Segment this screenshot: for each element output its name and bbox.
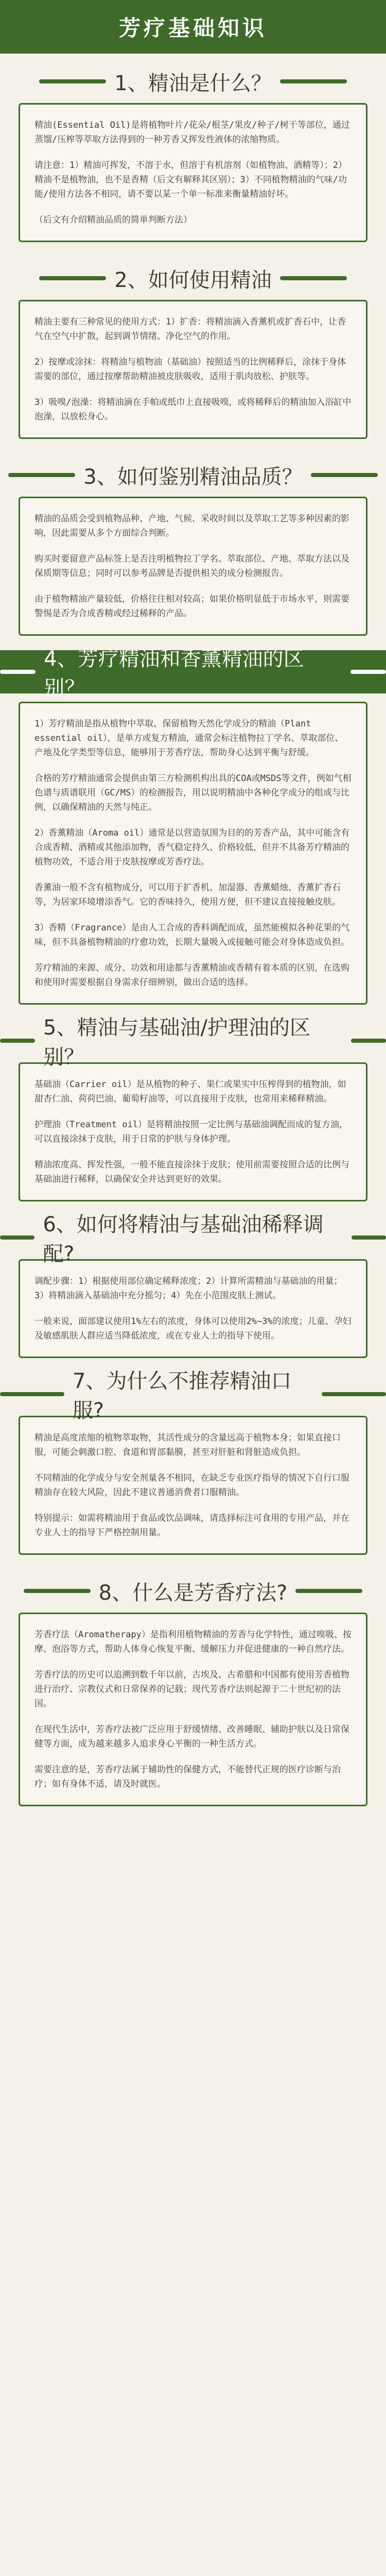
- paragraph: 一般来说，面部建议使用1%左右的浓度，身体可以使用2%~3%的浓度；儿童、孕妇及敏感肌肤人群应适当降低浓度，或在专业人士的指导下使用。: [34, 1316, 352, 1341]
- paragraph: 精油是高度浓缩的植物萃取物，其活性成分的含量远高于植物本身；如果直接口服，可能会刺激口腔、食道和胃部黏膜，甚至对肝脏和肾脏造成负担。: [34, 1433, 341, 1458]
- paragraph: 香薰油一般不含有植物成分，可以用于扩香机、加湿器、香薰蜡烛、香薰扩香石等，为居家环境增添香气。它的香味持久，使用方便，但不建议直接接触皮肤。: [34, 883, 341, 907]
- section-heading: 5、精油与基础油/护理油的区别？: [43, 1016, 310, 1069]
- section-heading: 2、如何使用精油: [114, 268, 272, 292]
- paragraph: 请注意：1）精油可挥发，不溶于水，但溶于有机溶剂（如植物油、酒精等）；2）精油不是植物油，也不是香精（后文有解释其区别）；3）不同植物精油的气味/功能/使用方法各不相同，请不要以某一个单一标准来衡量精油好坏。: [34, 160, 347, 199]
- divider: [0, 1392, 64, 1396]
- section-title-1: [0, 60, 386, 103]
- paragraph: 由于植物精油产量较低，价格往往相对较高；如果价格明显低于市场水平，则需要警惕是否为合成香精或经过稀释的产品。: [34, 594, 349, 619]
- divider: [8, 473, 75, 477]
- paragraph: 合格的芳疗精油通常会提供由第三方检测机构出具的COA或MSDS等文件，例如气相色谱与质谱联用（GC/MS）的检测报告，用以说明精油中各种化学成分的组成与比例，以确保精油的天然与纯正。: [34, 773, 352, 812]
- divider: [24, 1589, 91, 1593]
- section-heading: 6、如何将精油与基础油稀释调配?: [43, 1213, 324, 1266]
- paragraph: 精油的品质会受到植物品种、产地、气候、采收时间以及萃取工艺等多种因素的影响，因此需要从多个方面综合判断。: [34, 514, 349, 538]
- paragraph: 2）香薰精油（Aroma oil）通常是以营造氛围为目的的芳香产品，其中可能含有合成香精、酒精或其他添加物，香气稳定持久、价格较低，但并不具备芳疗精油的植物功效，不适合用于皮肤按摩或芳香疗法。: [34, 828, 350, 867]
- paragraph: 精油主要有三种常见的使用方式：1）扩香：将精油滴入香薰机或扩香石中，让香气在空气中扩散，起到调节情绪、净化空气的作用。: [34, 317, 346, 342]
- divider: [352, 1235, 386, 1240]
- divider: [280, 79, 347, 83]
- divider: [39, 276, 106, 280]
- section-heading: 8、什么是芳香疗法?: [98, 1581, 288, 1605]
- section-box-4: [19, 702, 367, 1005]
- section-box-3: [19, 497, 367, 636]
- divider: [280, 276, 347, 280]
- paragraph: 3）吸嗅/泡澡：将精油滴在手帕或纸巾上直接吸嗅，或将稀释后的精油加入浴缸中泡澡，以放松身心。: [34, 397, 352, 422]
- paragraph: 1）芳疗精油是指从植物中萃取、保留植物天然化学成分的精油（Plant essential oil），是单方或复方精油，通常会标注植物拉丁学名、萃取部位、产地及化学类型等信息，能够用于芳香疗法，帮助身心达到平衡与舒缓。: [34, 719, 344, 758]
- paragraph: 调配步骤：1）根据使用部位确定稀释浓度；2）计算所需精油与基础油的用量；3）将精油滴入基础油中充分摇匀；4）先在小范围皮肤上测试。: [34, 1276, 343, 1301]
- paragraph: 2）按摩或涂抹：将精油与植物油（基础油）按照适当的比例稀释后，涂抹于身体需要的部位，通过按摩帮助精油被皮肤吸收，适用于肌肉放松、护肤等。: [34, 357, 346, 382]
- paragraph: 特别提示：如需将精油用于食品或饮品调味，请选择标注可食用的专用产品，并在专业人士的指导下严格控制用量。: [34, 1513, 349, 1538]
- section-title-8: [0, 1569, 386, 1613]
- paragraph: 需要注意的是，芳香疗法属于辅助性的保健方式，不能替代正规的医疗诊断与治疗；如有身体不适，请及时就医。: [34, 1765, 341, 1789]
- page-title: 芳疗基础知识: [118, 15, 267, 41]
- divider: [295, 1589, 362, 1593]
- paragraph: 芳疗精油的来源、成分、功效和用途都与香薰精油或香精有着本质的区别，在选购和使用时需要根据自身需求仔细辨别，做出合适的选择。: [34, 963, 349, 988]
- divider: [311, 473, 378, 477]
- paragraph: 芳香疗法的历史可以追溯到数千年以前，古埃及、古希腊和中国都有使用芳香植物进行治疗、宗教仪式和日常保养的记载；现代芳香疗法则起源于二十世纪初的法国。: [34, 1670, 349, 1709]
- paragraph: 基础油（Carrier oil）是从植物的种子、果仁或果实中压榨得到的植物油，如甜杏仁油、荷荷巴油、葡萄籽油等，可以直接用于皮肤，也常用来稀释精油。: [34, 1079, 346, 1104]
- section-heading: 3、如何鉴别精油品质？: [83, 465, 303, 489]
- paragraph: 购买时要留意产品标签上是否注明植物拉丁学名、萃取部位、产地、萃取方法以及保质期等信息；同时可以参考品牌是否提供相关的成分检测报告。: [34, 554, 349, 579]
- section-title-5: [0, 1016, 386, 1069]
- section-title-3: [0, 453, 386, 497]
- divider: [39, 79, 106, 83]
- divider: [322, 1392, 386, 1396]
- section-title-6: [0, 1213, 386, 1266]
- paragraph: 护理油（Treatment oil）是将精油按照一定比例与基础油调配而成的复方油，可以直接涂抹于皮肤，用于日常的护肤与身体护理。: [34, 1120, 348, 1144]
- section-box-7: [19, 1416, 367, 1555]
- paragraph: 3）香精（Fragrance）是由人工合成的香料调配而成，虽然能模拟各种花果的气味，但不具备植物精油的疗愈功效，长期大量吸入或接触可能会对身体造成负担。: [34, 923, 350, 947]
- paragraph: 精油(Essential Oil)是将植物叶片/花朵/根茎/果皮/种子/树干等部位，通过蒸馏/压榨等萃取方法得到的一种芳香又挥发性液体的浓缩物质。: [34, 120, 350, 145]
- section-title-2: [0, 257, 386, 300]
- section-heading: 7、为什么不推荐精油口服?: [73, 1369, 292, 1422]
- paragraph: 不同精油的化学成分与安全剂量各不相同，在缺乏专业医疗指导的情况下自行口服精油存在较大风险，因此不建议普通消费者口服精油。: [34, 1473, 349, 1498]
- section-heading: 4、芳疗精油和香薰精油的区别？: [44, 647, 304, 700]
- divider: [0, 1039, 35, 1043]
- divider: [0, 1235, 34, 1240]
- section-box-8: [19, 1613, 367, 1806]
- paragraph: （后文有介绍精油品质的简单判断方法）: [34, 215, 192, 225]
- section-box-2: [19, 300, 367, 439]
- divider: [351, 1039, 386, 1043]
- section-title-4: [0, 647, 386, 700]
- section-box-6: [19, 1259, 367, 1358]
- divider: [0, 670, 36, 674]
- paragraph: 芳香疗法（Aromatherapy）是指利用植物精油的芳香与化学特性，通过嗅吸、按摩、泡浴等方式，帮助人体身心恢复平衡、缓解压力并促进健康的一种自然疗法。: [34, 1630, 352, 1654]
- section-box-5: [19, 1062, 367, 1201]
- page-banner: [0, 0, 386, 54]
- paragraph: 精油浓度高、挥发性强，一般不能直接涂抹于皮肤；使用前需要按照合适的比例与基础油进行稀释，以确保安全并达到更好的效果。: [34, 1160, 349, 1184]
- section-heading: 1、精油是什么？: [114, 71, 272, 95]
- paragraph: 在现代生活中，芳香疗法被广泛应用于舒缓情绪、改善睡眠、辅助护肤以及日常保健等方面，成为越来越多人追求身心平衡的一种生活方式。: [34, 1724, 349, 1749]
- section-title-7: [0, 1369, 386, 1422]
- divider: [350, 670, 386, 674]
- section-box-1: [19, 103, 367, 242]
